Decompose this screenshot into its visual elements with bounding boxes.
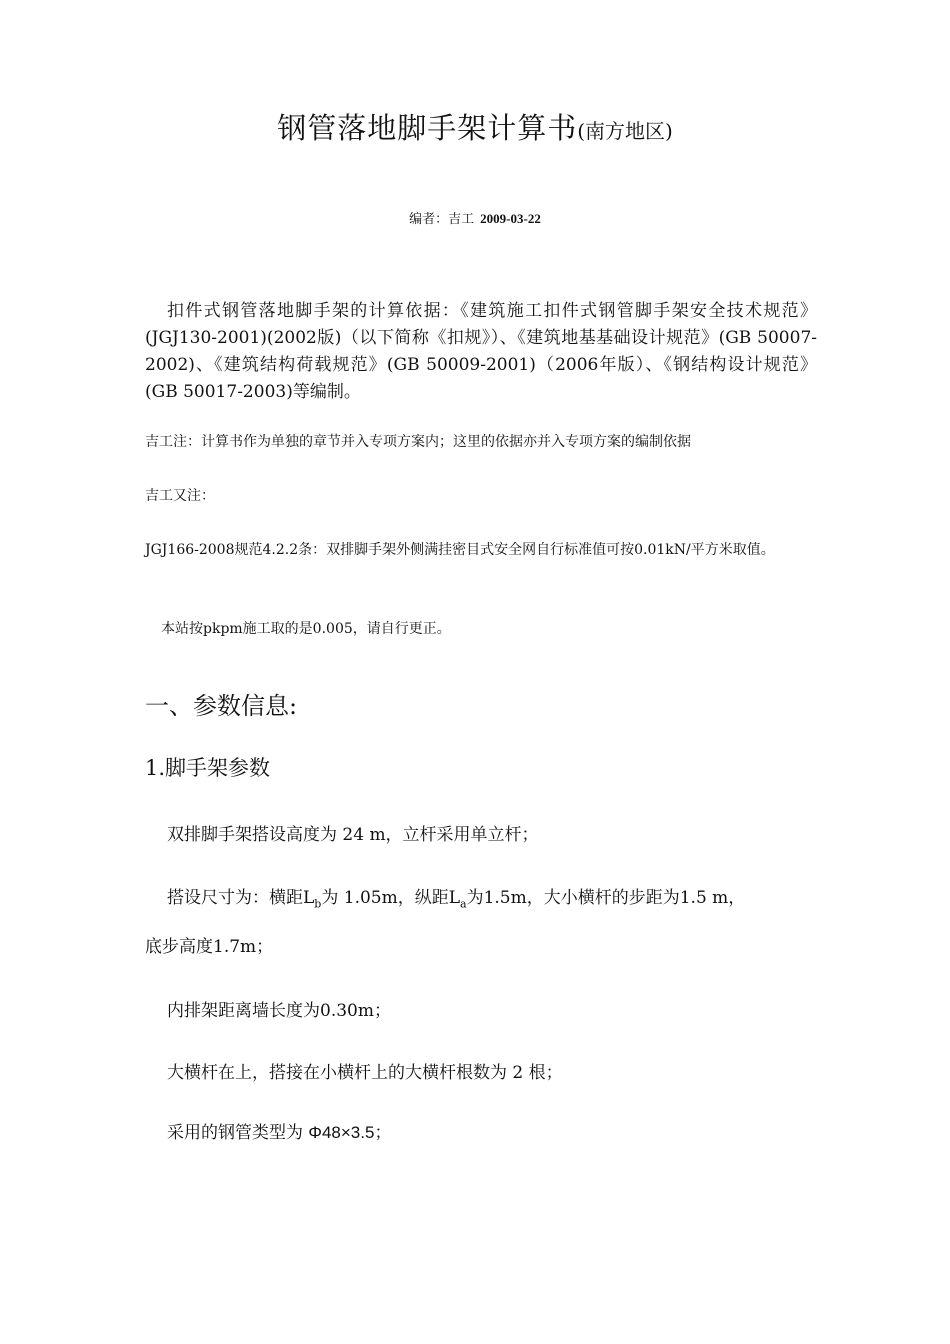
section-heading: 一、参数信息: xyxy=(145,692,298,720)
param-wall-distance: 内排架距离墙长度为0.30m； xyxy=(167,1001,391,1021)
param-dimensions-sub-b: b xyxy=(314,897,322,911)
note-paragraph-2: 吉工又注： xyxy=(145,488,215,504)
param-dimensions xyxy=(145,883,839,910)
note-paragraph-1: 吉工注：计算书作为单独的章节并入专项方案内；这里的依据亦并入专项方案的编制依据 xyxy=(145,434,691,450)
param-dimensions-part-c: 为1.5m，大小横杆的步距为1.5 m， xyxy=(466,888,746,908)
author-label: 编者：吉工 xyxy=(409,212,475,227)
param-pipe-value: Φ48×3.5 xyxy=(308,1123,375,1142)
basis-paragraph: 扣件式钢管落地脚手架的计算依据：《建筑施工扣件式钢管脚手架安全技术规范》(JGJ130-2001)(2002版)（以下简称《扣规》）、《建筑地基基础设计规范》(GB 50007-2002)、《建筑结构荷载规范》(GB 50009-2001)（2006年版）、《钢结构设计规范》(GB 50017-2003)等编制。 xyxy=(145,301,817,402)
title-main: 钢管落地脚手架计算书 xyxy=(277,111,578,145)
param-pipe-type xyxy=(145,1118,839,1143)
title-suffix: (南方地区) xyxy=(577,119,673,143)
note-paragraph-3: JGJ166-2008规范4.2.2条：双排脚手架外侧满挂密目式安全网自行标准值可按0.01kN/平方米取值。 xyxy=(145,542,775,558)
param-dimensions-part-a: 搭设尺寸为：横距L xyxy=(167,888,315,908)
subsection-heading: 1.脚手架参数 xyxy=(145,756,271,780)
param-height: 双排脚手架搭设高度为 24 m，立杆采用单立杆； xyxy=(167,825,539,845)
param-bars: 大横杆在上，搭接在小横杆上的大横杆根数为 2 根； xyxy=(167,1063,563,1083)
param-dimensions-cont: 底步高度1.7m； xyxy=(145,937,274,957)
author-date: 2009-03-22 xyxy=(480,211,541,226)
note-paragraph-4: 本站按pkpm施工取的是0.005，请自行更正。 xyxy=(161,621,451,637)
param-pipe-end: ； xyxy=(374,1123,392,1143)
param-dimensions-sub-a: a xyxy=(460,897,467,911)
param-dimensions-part-b: 为 1.05m，纵距L xyxy=(321,888,461,908)
param-pipe-label: 采用的钢管类型为 xyxy=(167,1123,309,1143)
document-title xyxy=(0,106,950,147)
author-line xyxy=(0,208,950,227)
